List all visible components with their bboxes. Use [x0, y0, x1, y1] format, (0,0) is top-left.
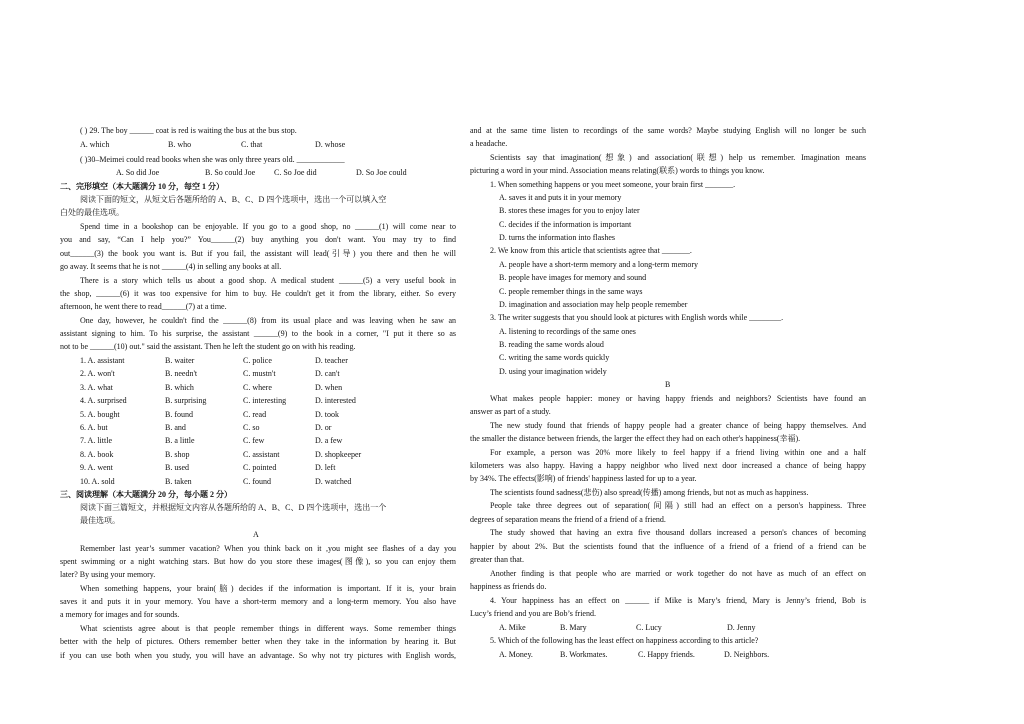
passage-b-p6-line3: greater than that.: [470, 555, 524, 564]
cloze-q5-opt-d: D. took: [315, 409, 339, 419]
passage-a-sci-line2: picturing a word in your mind. Association means relating(联系) words to things you know.: [470, 166, 765, 175]
q30-opt-a: A. So did Joe: [116, 168, 160, 177]
cloze-q2-opt-a: 2. A. won't: [80, 369, 115, 379]
q4-stem-line2: Lucy’s friend and you are Bob’s friend.: [470, 609, 596, 618]
cloze-q1-opt-b: B. waiter: [165, 356, 195, 365]
cloze-q6-opt-d: D. or: [315, 423, 332, 432]
cloze-p1-line1: Spend time in a bookshop can be enjoyable. If you go to a good shop, no ______(1) will come near to: [80, 222, 456, 231]
passage-b-p6-line2: happier by about 2%. But the scientists found that the influence of a friend of a friend of a friend can be: [470, 542, 866, 551]
cloze-q6-opt-a: 6. A. but: [80, 423, 108, 432]
cloze-q9-opt-b: B. used: [165, 463, 189, 473]
cloze-p3-line1: One day, however, he couldn't find the ______(8) from its usual place and was leaving when he saw an: [80, 316, 456, 325]
cloze-q3-opt-d: D. when: [315, 382, 343, 392]
q29-stem: ( ) 29. The boy ______ coat is red is waiting the bus at the bus stop.: [80, 126, 297, 135]
passage-b-p5-line2: degrees of separation means the friend of a friend of a friend.: [470, 515, 666, 524]
q3-opt-b: B. reading the same words aloud: [499, 340, 604, 349]
q4-opt-b: B. Mary: [560, 623, 587, 632]
passage-b-p2-line2: the smaller the distance between friends, the larger the effect they had on each other's happiness(幸福).: [470, 434, 801, 443]
q29-opt-d: D. whose: [315, 140, 346, 149]
q3-opt-c: C. writing the same words quickly: [499, 353, 610, 362]
cloze-q4-opt-a: 4. A. surprised: [80, 396, 127, 406]
cloze-q6-opt-b: B. and: [165, 423, 186, 432]
cloze-q1-opt-c: C. police: [243, 356, 272, 365]
passage-a-sci-line1: Scientists say that imagination(想象) and association(联想) help us remember. Imagination means: [490, 153, 866, 162]
passage-b-p1-line1: What makes people happier: money or having happy friends and neighbors? Scientists have found an: [490, 394, 866, 403]
section3-title: 三、阅读理解（本大题满分 20 分，每小题 2 分）: [60, 490, 232, 499]
q4-opt-d: D. Jenny: [727, 623, 756, 632]
q30-opt-b: B. So could Joe: [205, 168, 256, 177]
passage-b-p2-line1: The new study found that friends of happy people had a greater chance of being happy themselves. And: [490, 421, 866, 430]
cloze-q8-opt-a: 8. A. book: [80, 449, 114, 459]
cloze-q4-opt-d: D. interested: [315, 396, 356, 406]
q4-stem-line1: 4. Your happiness has an effect on ______ if Mike is Mary’s friend, Mary is Jenny’s friend, Bob is: [490, 596, 866, 605]
passage-a-cont-line1: and at the same time listen to recordings of the same words? Maybe studying English will no longer be such: [470, 126, 866, 135]
q30-opt-d: D. So Joe could: [356, 168, 407, 177]
passage-b-p7-line2: happiness as friends do.: [470, 582, 547, 591]
q4-opt-c: C. Lucy: [636, 623, 662, 632]
q5-opt-c: C. Happy friends.: [638, 650, 695, 659]
cloze-q2-opt-d: D. can't: [315, 369, 340, 379]
passage-a-p1-line3: later? By using your memory.: [60, 570, 156, 579]
q29-opt-a: A. which: [80, 140, 110, 149]
q3-opt-a: A. listening to recordings of the same ones: [499, 327, 636, 336]
cloze-p2-line2: the shop, ______(6) it was too expensive for him to buy. He couldn't get it from the library, either. So every: [60, 289, 456, 298]
cloze-q5-opt-c: C. read: [243, 409, 267, 419]
passage-a-p2-line1: When something happens, your brain(脑) decides if the information is important. If it is, your brain: [80, 584, 456, 593]
passage-a-p1-line2: spent swimming or a night watching stars. But how do you store these images(图像), so you can enjoy them: [60, 557, 456, 566]
cloze-q10-opt-a: 10. A. sold: [80, 476, 115, 486]
cloze-q9-opt-d: D. left: [315, 463, 336, 473]
cloze-p1-line3: out______(3) the book you want is. But if you fail, the assistant will lead(引导) you there and then he will: [60, 249, 456, 258]
passage-a-p3-line1: What scientists agree about is that people remember things in different ways. Some remember things: [80, 624, 456, 633]
q29-opt-b: B. who: [168, 140, 192, 149]
cloze-p3-line3: not to be ______(10) out." said the assistant. Then he left the student go on with his reading.: [60, 342, 356, 351]
passage-b-p5-line1: People take three degrees out of separation(间隔) still had an effect on a person's happiness. Three: [490, 501, 866, 510]
cloze-q7-opt-d: D. a few: [315, 436, 343, 446]
cloze-q8-opt-c: C. assistant: [243, 449, 280, 459]
cloze-q5-opt-b: B. found: [165, 409, 193, 419]
q3-opt-d: D. using your imagination widely: [499, 367, 607, 376]
q5-opt-d: D. Neighbors.: [724, 650, 770, 659]
section2-instruction-2: 白处的最佳选项。: [60, 208, 124, 217]
cloze-q3-opt-a: 3. A. what: [80, 382, 113, 392]
cloze-q9-opt-c: C. pointed: [243, 463, 277, 473]
cloze-q3-opt-b: B. which: [165, 382, 194, 392]
q1-opt-c: C. decides if the information is important: [499, 220, 632, 229]
cloze-q1-opt-a: 1. A. assistant: [80, 356, 125, 365]
q2-stem: 2. We know from this article that scientists agree that _______.: [490, 246, 692, 255]
q1-opt-a: A. saves it and puts it in your memory: [499, 193, 622, 202]
passage-b-p4-line1: The scientists found sadness(悲伤) also spread(传播) among friends, but not as much as happiness.: [490, 488, 809, 497]
cloze-q2-opt-c: C. mustn't: [243, 369, 276, 379]
cloze-p3-line2: assistant signing to him. To his surprise, the assistant ______(9) to the book in a corner, "I put it there so as: [60, 329, 456, 338]
cloze-q7-opt-a: 7. A. little: [80, 436, 112, 446]
q2-opt-c: C. people remember things in the same ways: [499, 287, 643, 296]
section2-title: 二、完形填空（本大题满分 10 分，每空 1 分）: [60, 182, 224, 191]
cloze-p1-line2: you and say, “Can I help you?” You______(2) buy anything you don't want. You may try to find: [60, 235, 456, 244]
cloze-q4-opt-b: B. surprising: [165, 396, 207, 406]
passage-b-p3-line1: For example, a person was 20% more likely to feel happy if a friend living within one and a half: [490, 448, 866, 457]
passage-a-p3-line3: if you can use both when you study, you will have an advantage. So why not try pictures with English words,: [60, 651, 456, 660]
passage-b-p3-line3: by 34%. The effects(影响) of friends' happiness lasted for up to a year.: [470, 474, 697, 483]
cloze-q7-opt-b: B. a little: [165, 436, 195, 446]
cloze-q10-opt-d: D. watched: [315, 476, 352, 486]
cloze-q8-opt-b: B. shop: [165, 449, 190, 459]
q4-opt-a: A. Mike: [499, 623, 526, 632]
section2-instruction-1: 阅读下面的短文，从短文后各题所给的 A、B、C、D 四个选项中，选出一个可以填入空: [80, 195, 387, 204]
passage-a-p2-line3: a memory for images and for sounds.: [60, 610, 180, 619]
passage-b-p3-line2: kilometers was also happy. Having a happy neighbor who lived next door increased a chance of being happy: [470, 461, 866, 470]
q1-opt-d: D. turns the information into flashes: [499, 233, 615, 242]
passage-a-p3-line2: better with the help of pictures. Others remember better when they take in the information by hearing it. But: [60, 637, 456, 646]
q5-opt-b: B. Workmates.: [560, 650, 608, 659]
q30-stem: ( )30–Meimei could read books when she was only three years old. ____________: [80, 155, 345, 164]
cloze-q2-opt-b: B. needn't: [165, 369, 198, 379]
cloze-p1-line4: go away. It seems that he is not ______(4) in selling any books at all.: [60, 262, 282, 271]
q3-stem: 3. The writer suggests that you should look at pictures with English words while ________.: [490, 313, 784, 322]
passage-b-p6-line1: The study showed that having an extra five thousand dollars increased a person's chances of becoming: [490, 528, 866, 537]
q30-opt-c: C. So Joe did: [274, 168, 317, 177]
cloze-p2-line1: There is a story which tells us about a good shop. A medical student ______(5) a very useful book in: [80, 276, 456, 285]
cloze-q10-opt-b: B. taken: [165, 476, 192, 486]
passage-a-p1-line1: Remember last year’s summer vacation? When you think back on it ,you might see flashes of a day you: [80, 544, 456, 553]
passage-b-p1-line2: answer as part of a study.: [470, 407, 551, 416]
q5-stem: 5. Which of the following has the least effect on happiness according to this article?: [490, 636, 759, 645]
cloze-p2-line3: afternoon, he went there to read______(7) at a time.: [60, 302, 227, 311]
cloze-q7-opt-c: C. few: [243, 436, 265, 446]
cloze-q1-opt-d: D. teacher: [315, 356, 348, 365]
cloze-q8-opt-d: D. shopkeeper: [315, 449, 362, 459]
passage-b-p7-line1: Another finding is that people who are married or work together do not have as much of an effect on: [490, 569, 866, 578]
section3-instruction-1: 阅读下面三篇短文，并根据短文内容从各题所给的 A、B、C、D 四个选项中，选出一个: [80, 503, 387, 512]
q5-opt-a: A. Money.: [499, 650, 533, 659]
cloze-q5-opt-a: 5. A. bought: [80, 409, 120, 419]
cloze-q6-opt-c: C. so: [243, 423, 260, 432]
cloze-q3-opt-c: C. where: [243, 382, 272, 392]
passage-a-p2-line2: saves it and puts it in your memory. You have a short-term memory and a long-term memory. You also have: [60, 597, 456, 606]
cloze-q4-opt-c: C. interesting: [243, 396, 287, 406]
passage-b-label: B: [665, 380, 671, 389]
q1-opt-b: B. stores these images for you to enjoy later: [499, 206, 640, 215]
passage-a-cont-line2: a headache.: [470, 139, 508, 148]
q2-opt-d: D. imagination and association may help people remember: [499, 300, 688, 309]
q29-opt-c: C. that: [241, 140, 263, 149]
q2-opt-a: A. people have a short-term memory and a long-term memory: [499, 260, 699, 269]
cloze-q9-opt-a: 9. A. went: [80, 463, 113, 473]
section3-instruction-2: 最佳选项。: [80, 516, 120, 525]
q1-stem: 1. When something happens or you meet someone, your brain first _______.: [490, 180, 736, 189]
passage-a-label: A: [253, 530, 259, 539]
q2-opt-b: B. people have images for memory and sound: [499, 273, 647, 282]
cloze-q10-opt-c: C. found: [243, 476, 271, 486]
